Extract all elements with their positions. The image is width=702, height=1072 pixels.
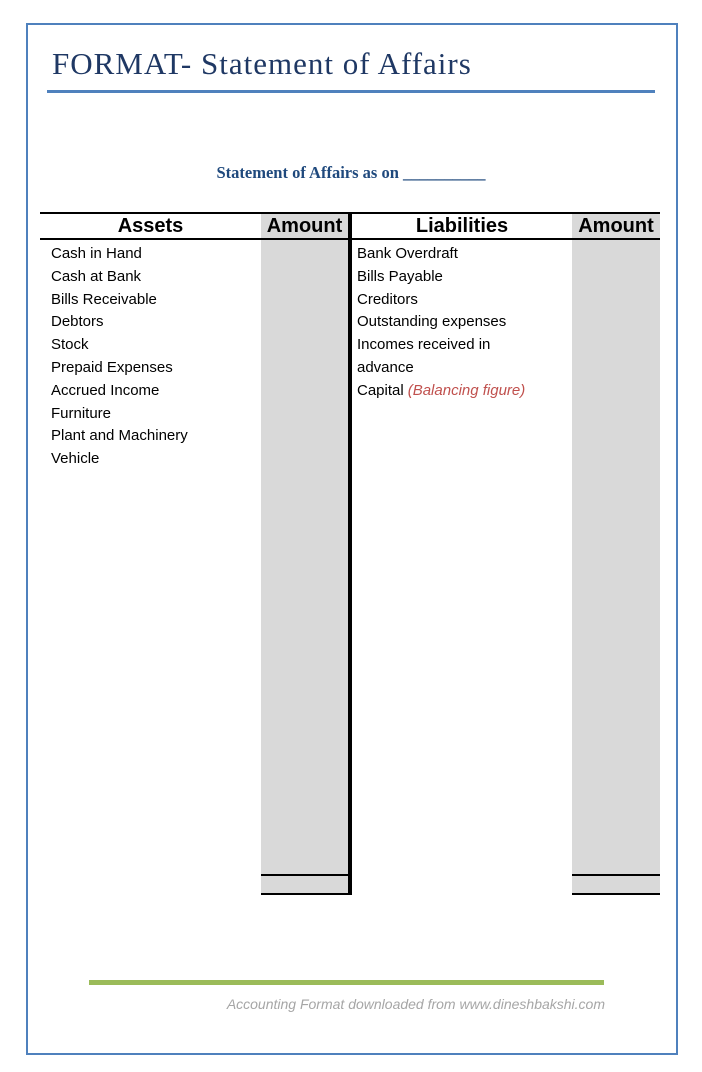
- assets-total-bottom-border: [261, 893, 352, 895]
- assets-list: [51, 243, 256, 471]
- footer-divider-bar: [89, 980, 604, 985]
- liabilities-amount-column-shade: [572, 212, 660, 895]
- capital-row: [357, 380, 552, 403]
- liabilities-amount-header-cell: Amount: [578, 215, 654, 237]
- statement-heading: Statement of Affairs as on __________: [216, 163, 486, 182]
- table-row: advance: [357, 358, 414, 376]
- table-row: Cash at Bank: [51, 267, 142, 285]
- table-center-divider: [348, 212, 352, 895]
- capital-label: Capital: [357, 381, 404, 399]
- assets-total-top-border: [261, 874, 352, 876]
- assets-amount-header-cell: Amount: [266, 215, 343, 237]
- table-row: Prepaid Expenses: [51, 358, 173, 376]
- title-underline: [47, 90, 655, 93]
- table-row: Accrued Income: [51, 381, 160, 399]
- page-title: FORMAT- Statement of Affairs: [52, 46, 472, 81]
- table-row: Bills Receivable: [51, 290, 157, 308]
- table-row: Creditors: [357, 290, 418, 308]
- assets-header-cell: Assets: [117, 215, 184, 237]
- header-top-border: [40, 212, 660, 214]
- assets-amount-column-shade: [261, 212, 348, 895]
- liabilities-block: [357, 243, 552, 403]
- statement-of-affairs-table: [40, 212, 660, 895]
- footer-credit: Accounting Format downloaded from www.dineshbakshi.com: [226, 996, 605, 1012]
- table-row: Stock: [51, 336, 89, 354]
- table-row: Outstanding expenses: [357, 313, 507, 331]
- table-row: Incomes received in: [357, 336, 491, 354]
- table-row: Furniture: [51, 404, 112, 422]
- liabilities-total-bottom-border: [572, 893, 660, 895]
- table-row: Plant and Machinery: [51, 427, 188, 445]
- liabilities-header-cell: Liabilities: [415, 215, 509, 237]
- header-bottom-border: [40, 238, 660, 240]
- table-row: Cash in Hand: [51, 245, 142, 262]
- table-row: Debtors: [51, 313, 104, 331]
- liabilities-total-top-border: [572, 874, 660, 876]
- table-row: Bills Payable: [357, 267, 443, 285]
- table-row: Vehicle: [51, 450, 100, 468]
- capital-note: (Balancing figure): [407, 381, 526, 399]
- liabilities-list: [357, 243, 552, 380]
- table-row: Bank Overdraft: [357, 245, 458, 262]
